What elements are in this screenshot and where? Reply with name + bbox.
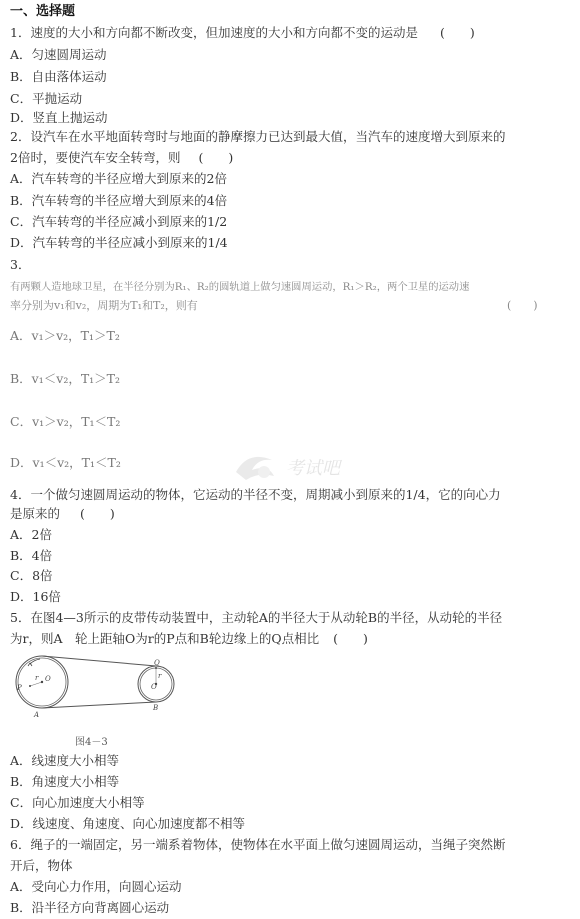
fig-label-r1: r xyxy=(35,674,39,682)
q6-stem-line2: 开后，物体 xyxy=(10,858,73,873)
q3-stem-line1: 有两颗人造地球卫星，在半径分别为R₁、R₂的圆轨道上做匀速圆周运动，R₁＞R₂，两个卫星的运动速 xyxy=(10,281,470,293)
q4-option-a: A．2倍 xyxy=(10,527,52,542)
q5-stem-line1: 5．在图4—3所示的皮带传动装置中，主动轮A的半径大于从动轮B的半径，从动轮的半径 xyxy=(10,610,503,625)
fig-label-a: A xyxy=(34,711,40,719)
q4-stem-line2: 是原来的 ( ) xyxy=(10,506,115,521)
q2-option-d: D．汽车转弯的半径应减小到原来的1/4 xyxy=(10,235,228,250)
q4-option-d: D．16倍 xyxy=(10,589,61,604)
q5-stem-line2: 为r，则A 轮上距轴O为r的P点和B轮边缘上的Q点相比 ( ) xyxy=(10,631,368,646)
q1-option-d: D．竖直上抛运动 xyxy=(10,110,108,125)
q1-option-a: A．匀速圆周运动 xyxy=(10,47,107,62)
q2-stem-line1: 2．设汽车在水平地面转弯时与地面的静摩擦力已达到最大值，当汽车的速度增大到原来的 xyxy=(10,129,506,144)
q5-option-b: B．角速度大小相等 xyxy=(10,774,120,789)
q2-option-b: B．汽车转弯的半径应增大到原来的4倍 xyxy=(10,193,228,208)
q2-option-a: A．汽车转弯的半径应增大到原来的2倍 xyxy=(10,171,227,186)
figure-caption: 图4－3 xyxy=(75,737,108,748)
q5-option-c: C．向心加速度大小相等 xyxy=(10,795,145,810)
q4-stem-line1: 4．一个做匀速圆周运动的物体，它运动的半径不变，周期减小到原来的1/4，它的向心力 xyxy=(10,487,501,502)
q3-stem-line2: 率分别为v₁和v₂，周期为T₁和T₂，则有 xyxy=(10,299,198,312)
q5-option-a: A．线速度大小相等 xyxy=(10,753,120,768)
q1-option-c: C．平抛运动 xyxy=(10,91,83,106)
section-title: 一、选择题 xyxy=(10,4,76,19)
watermark-logo xyxy=(228,442,358,490)
q4-option-c: C．8倍 xyxy=(10,568,53,583)
q5-option-d: D．线速度、角速度、向心加速度都不相等 xyxy=(10,816,246,831)
q1-option-b: B．自由落体运动 xyxy=(10,69,107,84)
fig-label-o2: O xyxy=(151,683,157,691)
q6-stem-line1: 6．绳子的一端固定，另一端系着物体，使物体在水平面上做匀速圆周运动，当绳子突然断 xyxy=(10,837,506,852)
q1-answer-blank: ( ) xyxy=(439,25,475,40)
fig-label-b: B xyxy=(153,704,159,712)
q3-option-b: B．v₁＜v₂，T₁＞T₂ xyxy=(10,371,121,386)
q3-answer-blank: ( ) xyxy=(507,299,538,312)
q6-option-b: B．沿半径方向背离圆心运动 xyxy=(10,900,170,915)
fig-label-o: O xyxy=(45,675,51,683)
q3-option-a: A．v₁＞v₂，T₁＞T₂ xyxy=(10,328,120,343)
q3-number: 3． xyxy=(10,257,31,272)
fig-label-q: Q xyxy=(154,659,160,667)
belt-drive-figure xyxy=(8,650,188,730)
watermark-text: 考试吧 xyxy=(286,458,340,479)
q2-stem-line2: 2倍时，要使汽车安全转弯，则 ( ) xyxy=(10,150,234,165)
q3-option-c: C．v₁＞v₂，T₁＜T₂ xyxy=(10,414,121,429)
fig-label-p: P xyxy=(17,684,22,692)
fig-label-r2: r xyxy=(158,672,162,680)
q4-option-b: B．4倍 xyxy=(10,548,53,563)
q6-option-a: A．受向心力作用，向圆心运动 xyxy=(10,879,182,894)
q2-answer-blank: ( ) xyxy=(198,150,234,165)
q5-answer-blank: ( ) xyxy=(333,631,368,646)
q3-option-d: D．v₁＜v₂，T₁＜T₂ xyxy=(10,455,121,470)
q1-stem: 1．速度的大小和方向都不断改变，但加速度的大小和方向都不变的运动是 ( ) xyxy=(10,25,475,40)
q4-answer-blank: ( ) xyxy=(80,506,115,521)
q2-option-c: C．汽车转弯的半径应减小到原来的1/2 xyxy=(10,214,228,229)
